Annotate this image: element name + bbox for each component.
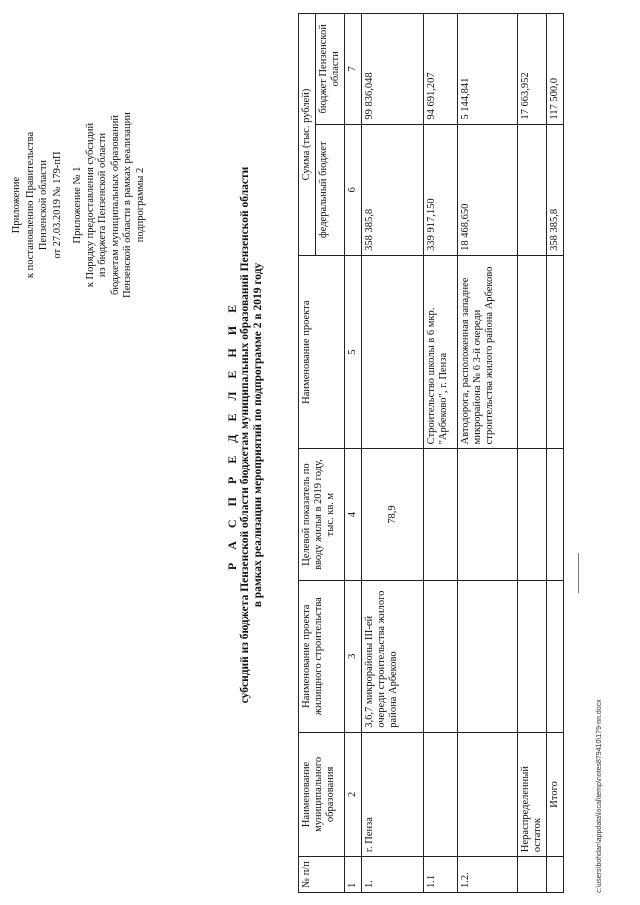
appendix-line: к постановлению Правительства <box>24 131 36 279</box>
total-federal: 358 385,8 <box>547 124 564 255</box>
table-row <box>458 14 518 893</box>
unallocated-federal <box>518 124 547 255</box>
row-federal: 18 468,650 <box>458 124 518 255</box>
total-row <box>547 14 564 893</box>
title-heading: Р А С П Р Е Д Е Л Е Н И Е <box>225 299 239 571</box>
footnote-divider <box>578 553 579 593</box>
row-project <box>362 255 424 448</box>
header-housing-project: Наименование проекта жилищного строительства <box>299 580 345 732</box>
header-municipality: Наименование муниципального образования <box>299 732 345 856</box>
column-number: 4 <box>345 449 362 580</box>
unallocated-row <box>518 14 547 893</box>
appendix-block <box>10 80 64 330</box>
table-row <box>362 14 424 893</box>
row-federal: 339 917,150 <box>424 124 458 255</box>
row-project: Автодорога, расположенная западнее микрорайона № 6 3-й очереди строительства жилого района Арбеково <box>458 255 518 448</box>
row-regional: 5 144,841 <box>458 14 518 125</box>
row-municipality: г. Пенза <box>362 732 424 856</box>
appendix2-line: к Порядку предоставления субсидий <box>84 122 96 288</box>
title-line: в рамках реализации мероприятий по подпрограмме 2 в 2019 году <box>252 262 264 608</box>
title-line: субсидий из бюджета Пензенской области бюджетам муниципальных образований Пензенской области <box>239 166 251 704</box>
table-row <box>424 14 458 893</box>
total-regional: 117 500,0 <box>547 14 564 125</box>
row-regional: 94 691,207 <box>424 14 458 125</box>
appendix2-line: Приложение № 1 <box>72 166 83 244</box>
appendix2-block <box>72 80 147 330</box>
document-title <box>226 105 265 765</box>
header-project: Наименование проекта <box>299 255 345 448</box>
row-num: 1.2. <box>458 857 518 893</box>
header-target: Целевой показатель по вводу жилья в 2019 году, тыс. кв. м <box>299 449 345 580</box>
column-number: 7 <box>345 14 362 125</box>
appendix2-line: подпрограммы 2 <box>134 167 146 243</box>
appendix-line: от 27.03.2019 № 179-пП <box>51 151 63 259</box>
unallocated-label: Нераспределенный остаток <box>518 732 547 856</box>
appendix2-line: из бюджета Пензенской области <box>97 132 108 278</box>
header-federal: федеральный бюджет <box>316 124 345 255</box>
total-label: Итого <box>547 732 564 856</box>
row-num: 1.1 <box>424 857 458 893</box>
row-regional: 99 836,048 <box>362 14 424 125</box>
header-num: № п/п <box>299 857 345 893</box>
appendix2-line: Пензенской области в рамках реализации <box>122 112 133 298</box>
appendix-line: Приложение <box>11 176 22 234</box>
appendix2-line: бюджетам муниципальных образований <box>109 115 121 295</box>
file-path-footnote: c:\users\bohdan\appdata\local\temp\notes879410\179-пп.docx <box>596 699 603 893</box>
row-federal: 358 385,8 <box>362 124 424 255</box>
column-number: 2 <box>345 732 362 856</box>
row-housing-project: 3,6,7 микрорайоны III-ей очереди строительства жилого района Арбеково <box>362 580 424 732</box>
appendix-line: Пензенской области <box>38 159 49 251</box>
column-number: 3 <box>345 580 362 732</box>
row-target: 78,9 <box>362 449 424 580</box>
column-number: 5 <box>345 255 362 448</box>
row-project: Строительство школы в 6 мкр. "Арбеково", г. Пенза <box>424 255 458 448</box>
row-num: 1. <box>362 857 424 893</box>
column-number: 6 <box>345 124 362 255</box>
unallocated-regional: 17 663,952 <box>518 14 547 125</box>
distribution-table <box>298 13 564 893</box>
header-sum: Сумма (тыс. рублей) <box>299 14 316 256</box>
header-regional: бюджет Пензенской области <box>316 14 345 125</box>
column-number-row <box>345 14 362 893</box>
column-number: 1 <box>345 857 362 893</box>
